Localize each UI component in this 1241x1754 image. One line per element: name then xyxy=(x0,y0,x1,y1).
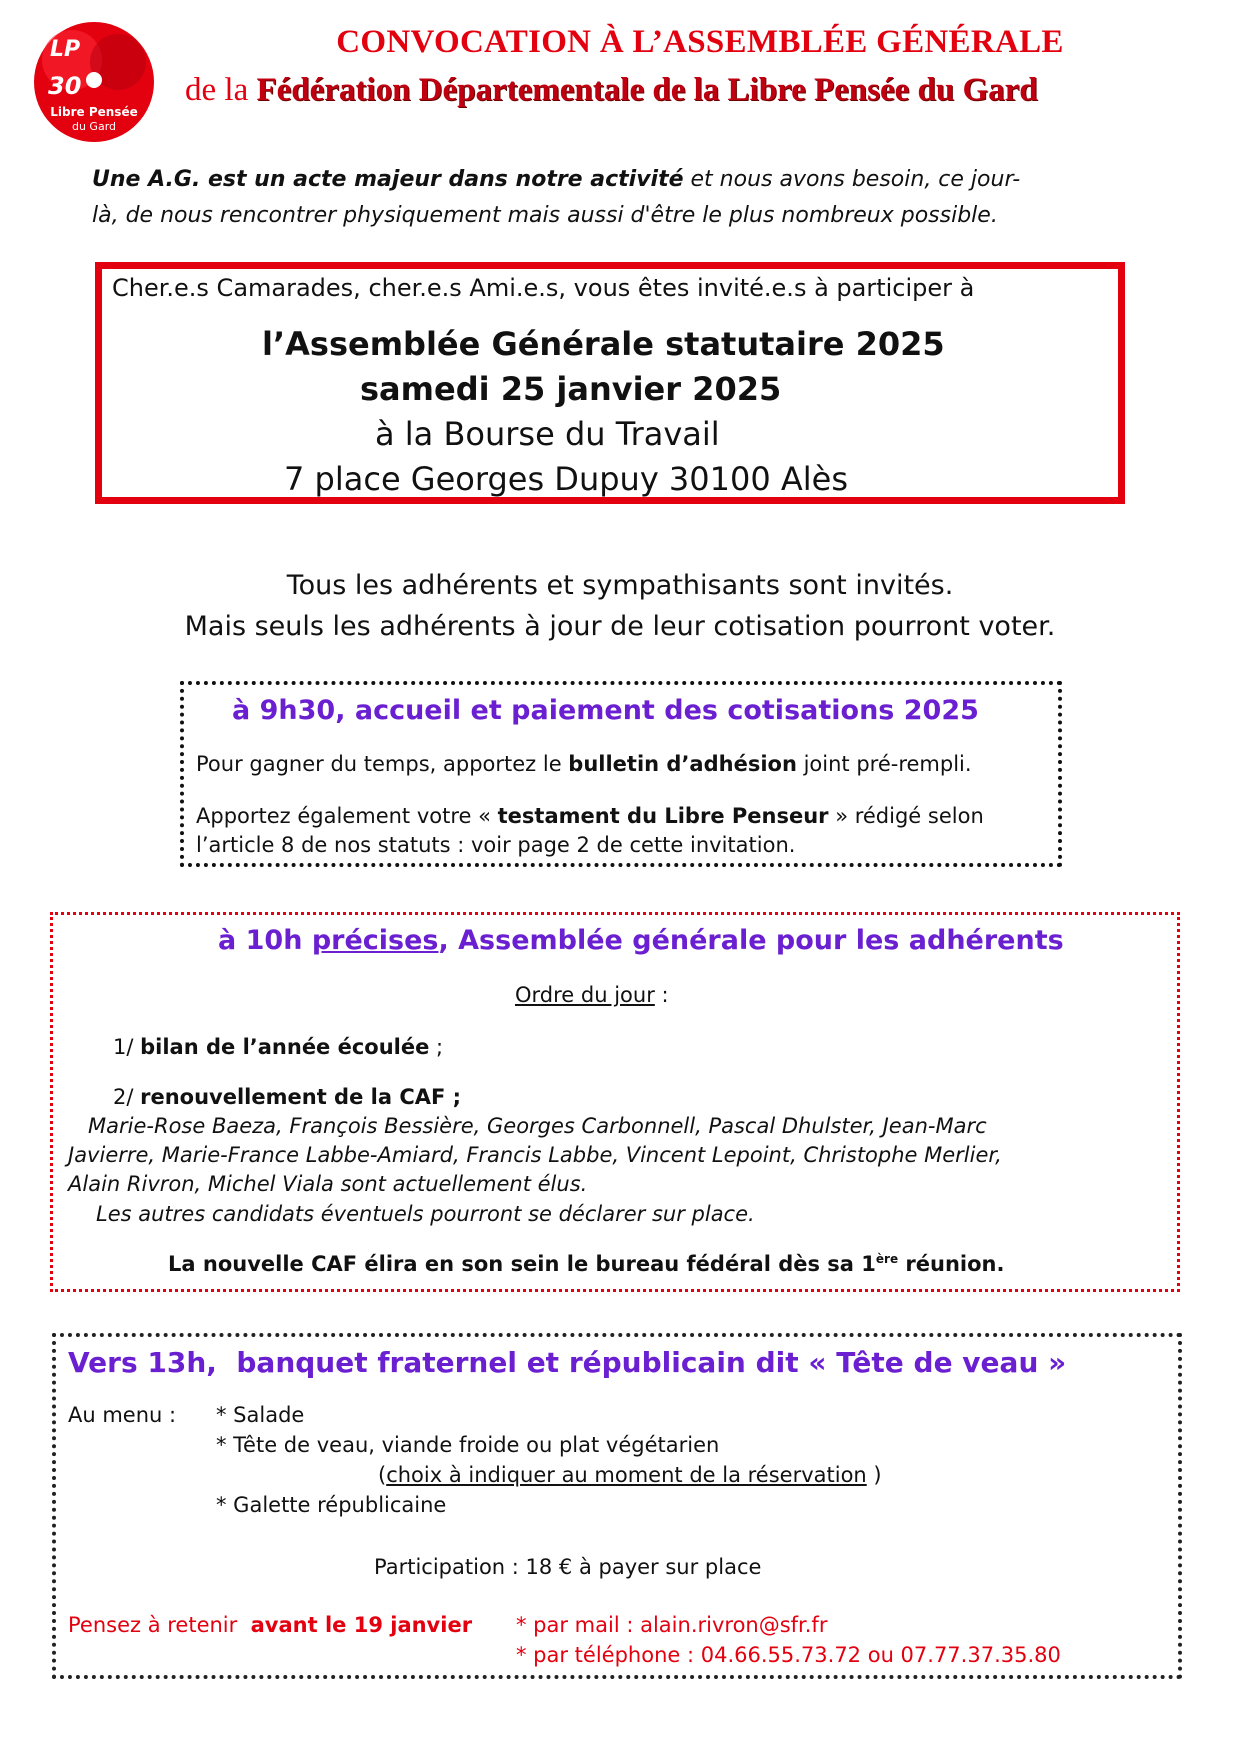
welcome-para2 xyxy=(196,802,984,860)
libre-pensee-logo xyxy=(32,18,156,146)
bureau-note-after: réunion. xyxy=(898,1252,1005,1276)
reminder-deadline: avant le 19 janvier xyxy=(250,1613,473,1637)
assembly-heading xyxy=(218,925,1064,956)
menu-item: * Salade xyxy=(216,1403,305,1427)
assembly-heading-underlined: précises xyxy=(311,925,439,956)
logo-lp: LP xyxy=(50,37,81,62)
intro-rest: et nous avons besoin, ce jour- xyxy=(683,167,1021,192)
agenda-label-text: Ordre du jour xyxy=(515,983,655,1007)
welcome-p1-before: Pour gagner du temps, apportez le xyxy=(196,752,569,776)
agenda-item-1-suffix: ; xyxy=(429,1035,444,1059)
menu-label: Au menu : xyxy=(68,1403,177,1427)
attendance-line2: Mais seuls les adhérents à jour de leur cotisation pourront voter. xyxy=(184,611,1056,642)
menu-item: * Galette républicaine xyxy=(216,1493,447,1517)
intro-bold: Une A.G. est un acte majeur dans notre activité xyxy=(92,167,684,192)
logo-caption-2: du Gard xyxy=(71,120,117,133)
reservation-email[interactable]: * par mail : alain.rivron@sfr.fr xyxy=(516,1613,828,1637)
welcome-heading: à 9h30, accueil et paiement des cotisations 2025 xyxy=(232,695,979,726)
banquet-heading: Vers 13h, banquet fraternel et républicain dit « Tête de veau » xyxy=(68,1346,1067,1379)
attendance-line1: Tous les adhérents et sympathisants sont invités. xyxy=(286,570,954,601)
attendance-notice xyxy=(90,565,1150,647)
invitation-event: l’Assemblée Générale statutaire 2025 xyxy=(262,325,945,363)
choice-note-text: choix à indiquer au moment de la réservation xyxy=(386,1463,867,1487)
welcome-p1-bold: bulletin d’adhésion xyxy=(568,752,797,776)
invitation-greeting: Cher.e.s Camarades, cher.e.s Ami.e.s, vous êtes invité.e.s à participer à xyxy=(112,274,975,302)
participation-fee: Participation : 18 € à payer sur place xyxy=(374,1555,762,1579)
elected-line2: Javierre, Marie-France Labbe-Amiard, Francis Labbe, Vincent Lepoint, Christophe Merlier, xyxy=(68,1143,1002,1167)
bureau-note-sup: ère xyxy=(875,1252,899,1266)
reservation-reminder xyxy=(68,1613,472,1637)
subtitle-prefix: de la xyxy=(185,72,249,108)
menu-item: * Tête de veau, viande froide ou plat végétarien xyxy=(216,1433,720,1457)
agenda-item-2-num: 2/ xyxy=(113,1085,141,1109)
page-title: CONVOCATION À L’ASSEMBLÉE GÉNÉRALE xyxy=(336,24,1064,60)
welcome-para1 xyxy=(196,752,972,776)
welcome-p2-before: Apportez également votre « xyxy=(196,804,498,828)
elected-members xyxy=(68,1112,1168,1199)
agenda-item-2-text: renouvellement de la CAF ; xyxy=(140,1085,462,1109)
elected-line3: Alain Rivron, Michel Viala sont actuellement élus. xyxy=(68,1172,588,1196)
bureau-note-before: La nouvelle CAF élira en son sein le bureau fédéral dès sa 1 xyxy=(168,1252,876,1276)
assembly-heading-after: , Assemblée générale pour les adhérents xyxy=(438,925,1064,956)
choice-open: ( xyxy=(378,1463,387,1487)
agenda-label-suffix: : xyxy=(654,983,669,1007)
reminder-before: Pensez à retenir xyxy=(68,1613,251,1637)
page-subtitle xyxy=(185,72,1215,109)
agenda-item-1 xyxy=(113,1035,443,1059)
assembly-heading-before: à 10h xyxy=(218,925,312,956)
welcome-p2-bold: testament du Libre Penseur xyxy=(497,804,829,828)
federation-name: Fédération Départementale de la Libre Pensée du Gard xyxy=(256,72,1038,108)
intro-line2: là, de nous rencontrer physiquement mais aussi d'être le plus nombreux possible. xyxy=(92,203,998,228)
menu-choice-note xyxy=(378,1463,882,1487)
agenda-item-2 xyxy=(113,1085,461,1109)
pansy-logo-icon xyxy=(32,18,156,146)
welcome-p2-after: » rédigé selon xyxy=(828,804,984,828)
invitation-date: samedi 25 janvier 2025 xyxy=(360,370,782,408)
other-candidates: Les autres candidats éventuels pourront se déclarer sur place. xyxy=(96,1202,755,1226)
invitation-address: 7 place Georges Dupuy 30100 Alès xyxy=(284,460,849,498)
agenda-item-1-num: 1/ xyxy=(113,1035,141,1059)
reservation-phone[interactable]: * par téléphone : 04.66.55.73.72 ou 07.77.37.35.80 xyxy=(516,1643,1061,1667)
logo-caption-1: Libre Pensée xyxy=(50,105,138,119)
welcome-p2-line2: l’article 8 de nos statuts : voir page 2 de cette invitation. xyxy=(196,833,796,857)
invitation-venue: à la Bourse du Travail xyxy=(375,415,720,453)
welcome-p1-after: joint pré-rempli. xyxy=(796,752,972,776)
elected-line1: Marie-Rose Baeza, François Bessière, Georges Carbonnell, Pascal Dhulster, Jean-Marc xyxy=(68,1114,987,1138)
choice-close: ) xyxy=(866,1463,882,1487)
logo-number: 30 xyxy=(48,72,82,100)
agenda-item-1-text: bilan de l’année écoulée xyxy=(140,1035,430,1059)
bureau-note xyxy=(168,1252,1004,1276)
agenda-label xyxy=(515,983,669,1007)
intro-paragraph xyxy=(92,162,1192,234)
